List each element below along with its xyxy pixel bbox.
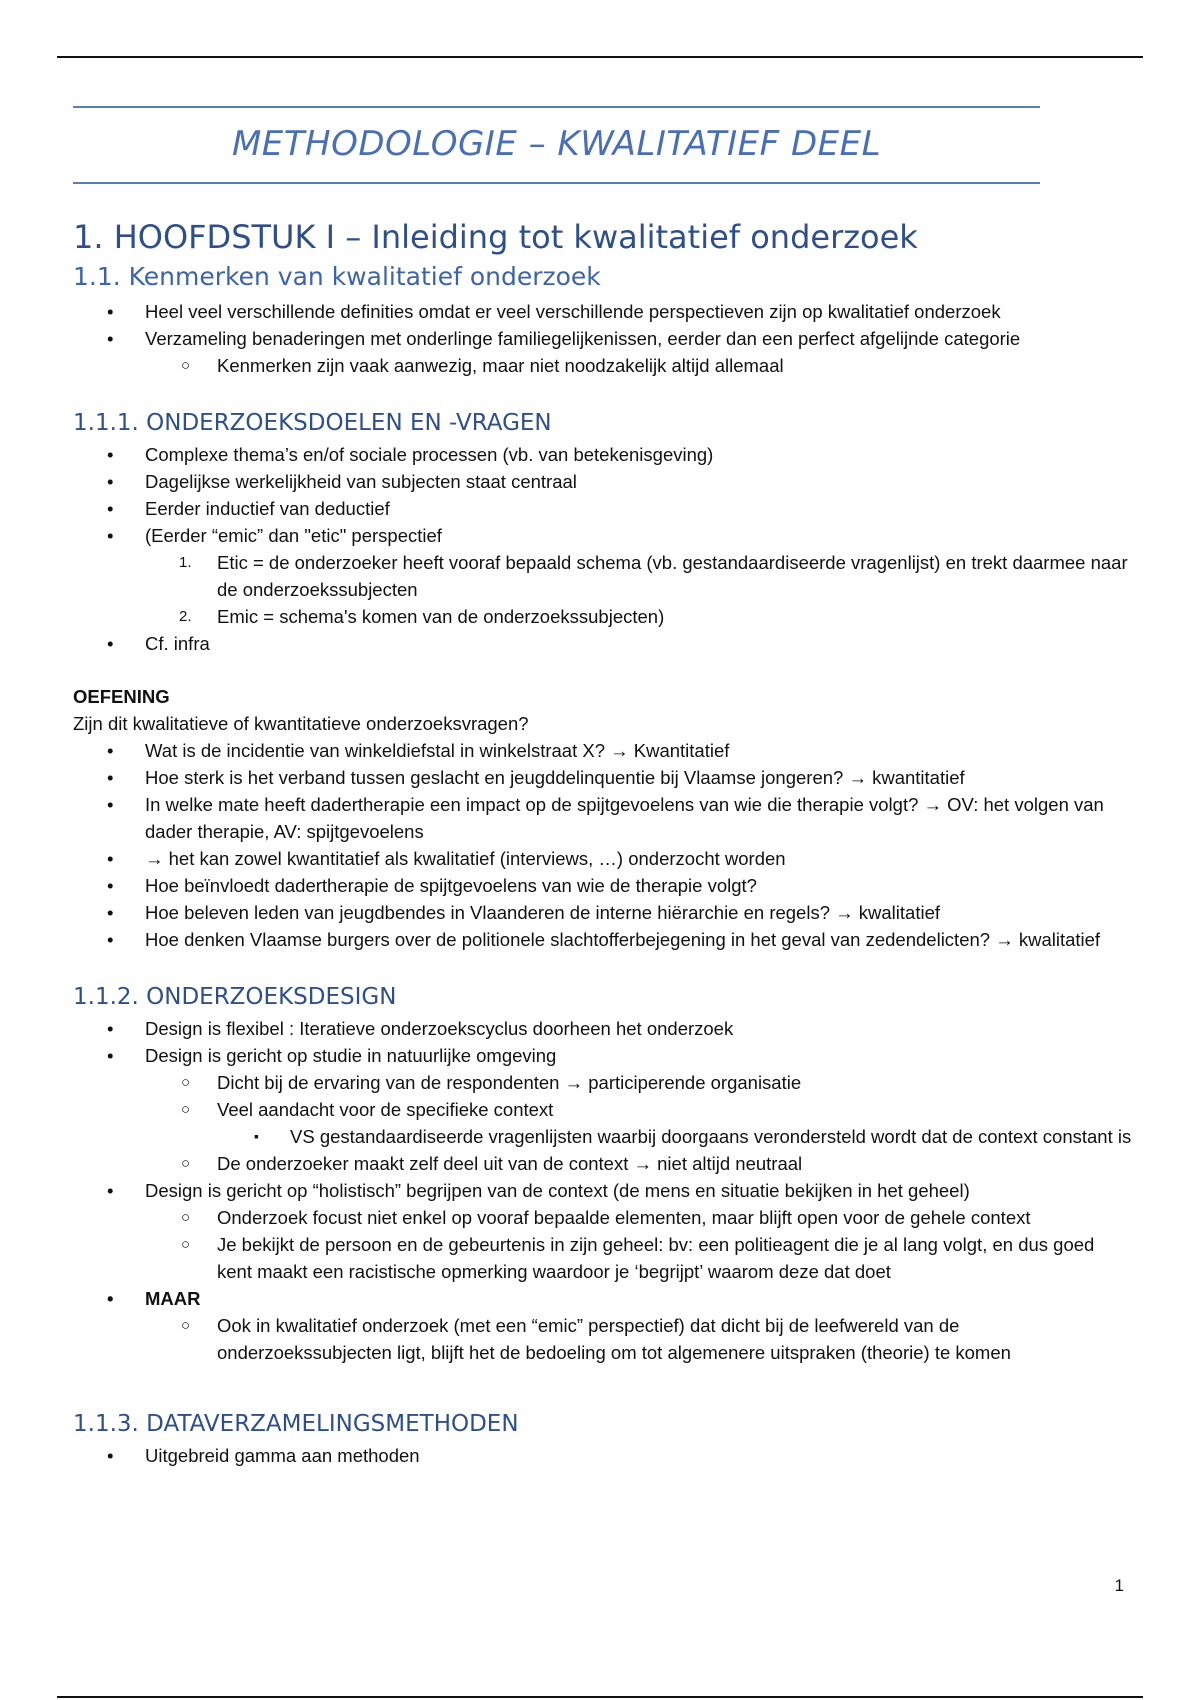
circle-marker: ○ xyxy=(181,1317,191,1334)
page-top-rule xyxy=(57,56,1143,58)
sub-list-item: ○ De onderzoeker maakt zelf deel uit van de context → niet altijd neutraal xyxy=(73,1150,1133,1177)
number-marker: 1. xyxy=(179,554,192,571)
bullet-marker: • xyxy=(107,444,114,465)
bullet-marker: • xyxy=(107,498,114,519)
circle-marker: ○ xyxy=(181,1236,191,1253)
list-item: • Hoe denken Vlaamse burgers over de politionele slachtofferbejegening in het geval van zedendelicten? → kwalitatief xyxy=(73,926,1133,953)
sub-list-item: ○ Onderzoek focust niet enkel op vooraf bepaalde elementen, maar blijft open voor de gehele context xyxy=(73,1204,1133,1231)
list-item: • Cf. infra xyxy=(73,630,1133,657)
list-item: • Design is gericht op studie in natuurlijke omgeving xyxy=(73,1042,1133,1069)
bullet-marker: • xyxy=(107,794,114,815)
list-item: • Uitgebreid gamma aan methoden xyxy=(73,1442,1133,1469)
exercise-question: Zijn dit kwalitatieve of kwantitatieve onderzoeksvragen? xyxy=(73,713,529,734)
sub-list-item: ○ Ook in kwalitatief onderzoek (met een “emic” perspectief) dat dicht bij de leefwereld van de onderzoekssubjecten ligt, blijft het de bedoeling om tot algemenere uitspraken (theorie) te komen xyxy=(73,1312,1133,1366)
list-item: • Heel veel verschillende definities omdat er veel verschillende perspectieven zijn op kwalitatief onderzoek xyxy=(73,298,1133,325)
bullet-marker: • xyxy=(107,471,114,492)
list-item: • Hoe beleven leden van jeugdbendes in Vlaanderen de interne hiërarchie en regels? → kwalitatief xyxy=(73,899,1133,926)
chapter-heading: 1. HOOFDSTUK I – Inleiding tot kwalitatief onderzoek xyxy=(73,218,918,256)
bullet-marker: • xyxy=(107,1288,114,1309)
methods-list xyxy=(73,1442,1133,1469)
subsection-heading-1-1-3: 1.1.3. DATAVERZAMELINGSMETHODEN xyxy=(73,1411,519,1437)
bullet-marker: • xyxy=(107,633,114,654)
number-marker: 2. xyxy=(179,608,192,625)
list-item: • Complexe thema’s en/of sociale processen (vb. van betekenisgeving) xyxy=(73,441,1133,468)
bullet-marker: • xyxy=(107,301,114,322)
list-item: • → het kan zowel kwantitatief als kwalitatief (interviews, …) onderzocht worden xyxy=(73,845,1133,872)
list-item: • (Eerder “emic” dan "etic" perspectief xyxy=(73,522,1133,549)
bullet-marker: • xyxy=(107,740,114,761)
document-title: METHODOLOGIE – KWALITATIEF DEEL xyxy=(231,124,882,164)
sub-list-item: ○ Dicht bij de ervaring van de respondenten → participerende organisatie xyxy=(73,1069,1133,1096)
list-item: • Design is flexibel : Iteratieve onderzoekscyclus doorheen het onderzoek xyxy=(73,1015,1133,1042)
numbered-item: 1. Etic = de onderzoeker heeft vooraf bepaald schema (vb. gestandaardiseerde vragenlijst) en trekt daarmee naar de onderzoekssubjecten xyxy=(73,549,1133,603)
bullet-marker: • xyxy=(107,767,114,788)
page-number: 1 xyxy=(1114,1576,1124,1595)
sub-sub-list-item: ▪ VS gestandaardiseerde vragenlijsten waarbij doorgaans verondersteld wordt dat de context constant is xyxy=(73,1123,1133,1150)
list-item: • In welke mate heeft dadertherapie een impact op de spijtgevoelens van wie die therapie volgt? → OV: het volgen van dader therapie, AV: spijtgevoelens xyxy=(73,791,1133,845)
bullet-marker: • xyxy=(107,1180,114,1201)
bullet-marker: • xyxy=(107,1018,114,1039)
list-item: • Wat is de incidentie van winkeldiefstal in winkelstraat X? → Kwantitatief xyxy=(73,737,1133,764)
exercise-list xyxy=(73,737,1133,953)
circle-marker: ○ xyxy=(181,357,191,374)
list-item: • Design is gericht op “holistisch” begrijpen van de context (de mens en situatie bekijken in het geheel) xyxy=(73,1177,1133,1204)
list-item: • Hoe sterk is het verband tussen geslacht en jeugddelinquentie bij Vlaamse jongeren? → kwantitatief xyxy=(73,764,1133,791)
list-item: • Eerder inductief van deductief xyxy=(73,495,1133,522)
bullet-marker: • xyxy=(107,875,114,896)
title-block xyxy=(73,106,1040,184)
section-heading: 1.1. Kenmerken van kwalitatief onderzoek xyxy=(73,262,601,291)
design-list xyxy=(73,1015,1133,1366)
list-item: • Verzameling benaderingen met onderlinge familiegelijkenissen, eerder dan een perfect afgelijnde categorie xyxy=(73,325,1133,352)
circle-marker: ○ xyxy=(181,1155,191,1172)
list-item: • Dagelijkse werkelijkheid van subjecten staat centraal xyxy=(73,468,1133,495)
list-item: • MAAR xyxy=(73,1285,1133,1312)
subsection-heading-1-1-2: 1.1.2. ONDERZOEKSDESIGN xyxy=(73,984,397,1010)
sub-list-item: ○ Veel aandacht voor de specifieke context xyxy=(73,1096,1133,1123)
circle-marker: ○ xyxy=(181,1101,191,1118)
bullet-marker: • xyxy=(107,902,114,923)
page-bottom-rule xyxy=(57,1696,1143,1698)
circle-marker: ○ xyxy=(181,1209,191,1226)
list-item: • Hoe beïnvloedt dadertherapie de spijtgevoelens van wie de therapie volgt? xyxy=(73,872,1133,899)
spacer xyxy=(73,1366,1133,1380)
document-body xyxy=(73,106,1133,1469)
goals-list xyxy=(73,441,1133,657)
bullet-marker: • xyxy=(107,848,114,869)
bullet-marker: • xyxy=(107,1445,114,1466)
intro-list xyxy=(73,298,1133,379)
bullet-marker: • xyxy=(107,525,114,546)
numbered-item: 2. Emic = schema's komen van de onderzoekssubjecten) xyxy=(73,603,1133,630)
circle-marker: ○ xyxy=(181,1074,191,1091)
exercise-heading: OEFENING xyxy=(73,686,170,707)
bullet-marker: • xyxy=(107,929,114,950)
square-marker: ▪ xyxy=(254,1128,259,1144)
sub-list-item: ○ Kenmerken zijn vaak aanwezig, maar niet noodzakelijk altijd allemaal xyxy=(73,352,1133,379)
bullet-marker: • xyxy=(107,1045,114,1066)
bullet-marker: • xyxy=(107,328,114,349)
sub-list-item: ○ Je bekijkt de persoon en de gebeurtenis in zijn geheel: bv: een politieagent die je al lang volgt, en dus goed kent maakt een racistische opmerking waardoor je ‘begrijpt’ waarom deze dat doet xyxy=(73,1231,1133,1285)
subsection-heading-1-1-1: 1.1.1. ONDERZOEKSDOELEN EN -VRAGEN xyxy=(73,410,552,436)
